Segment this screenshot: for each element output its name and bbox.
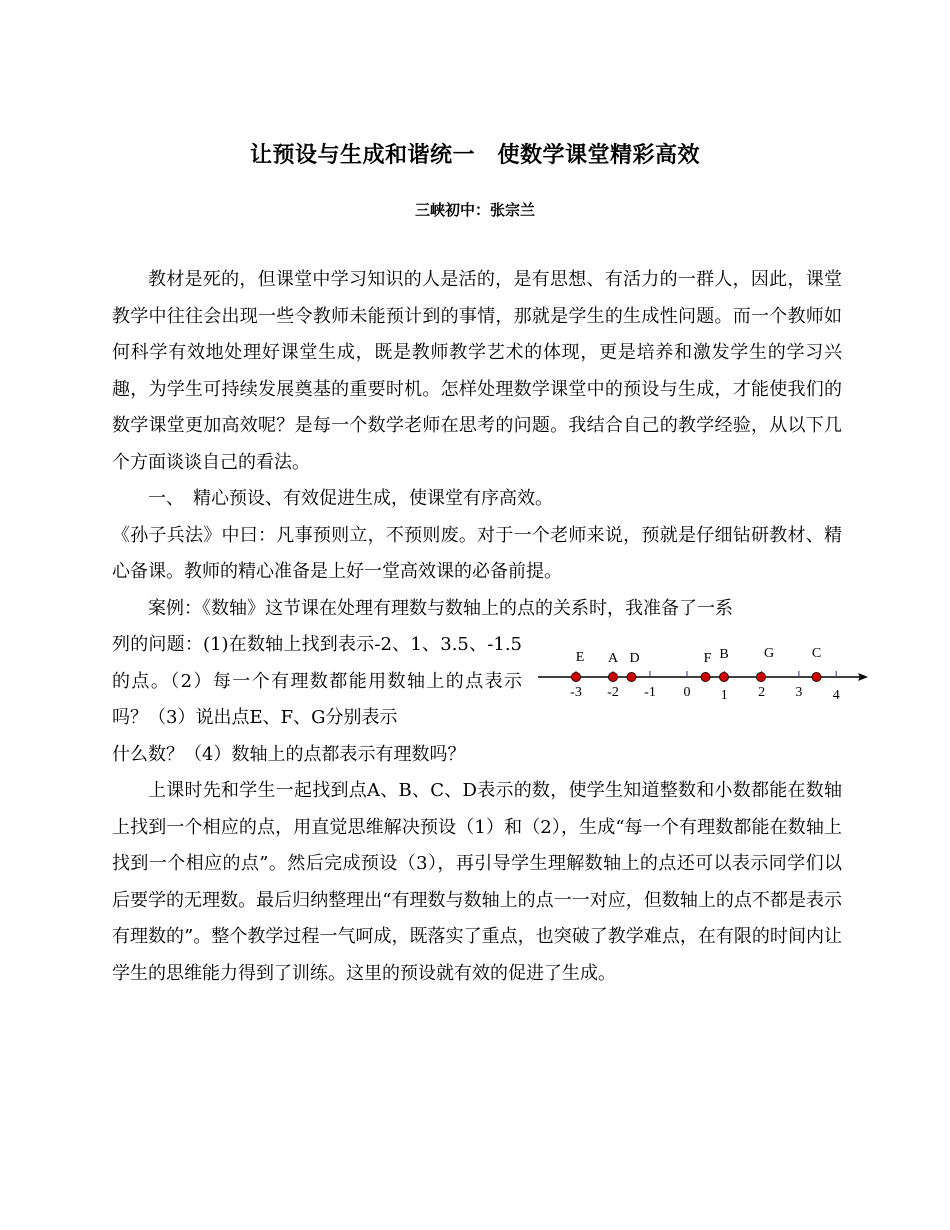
number-line-tick-label: 1 (720, 688, 728, 703)
document-title: 让预设与生成和谐统一 使数学课堂精彩高效 (249, 143, 700, 168)
number-line-point-label-b: B (719, 647, 729, 662)
number-line-figure (532, 627, 872, 707)
number-line-tick-label: 3 (795, 685, 803, 700)
number-line-tick-label: 2 (758, 685, 766, 700)
number-line-point-b (719, 672, 728, 681)
number-line-point-c (812, 672, 821, 681)
paragraph-intro: 教材是死的，但课堂中学习知识的人是活的，是有思想、有活力的一群人，因此，课堂教学中往往会出现一些令教师未能预计到的事情，那就是学生的生成性问题。而一个教师如何科学有效地处理好课堂生成，既是教师教学艺术的体现，更是培养和激发学生的学习兴趣，为学生可持续发展奠基的重要时机。怎样处理数学课堂中的预设与生成，才能使我们的数学课堂更加高效呢？是每一个数学老师在思考的问题。我结合自己的教学经验，从以下几个方面谈谈自己的看法。 (112, 269, 842, 473)
number-line-tick-label: 4 (832, 688, 840, 703)
number-line-tick-label: -3 (570, 685, 582, 700)
number-line-point-label-g: G (763, 646, 775, 661)
number-line-point-a (608, 672, 617, 681)
section-heading-1: 一、 精心预设、有效促进生成，使课堂有序高效。 (148, 488, 553, 509)
example-questions: 列的问题：(1)在数轴上找到表示-2、1、3.5、-1.5的点。（2）每一个有理数都能用数轴上的点表示吗？（3）说出点E、F、G分别表示 (112, 634, 522, 728)
example-block (112, 591, 842, 774)
number-line-point-e (571, 672, 580, 681)
number-line-point-f (701, 672, 710, 681)
document-body (112, 262, 842, 992)
paragraph-class-process: 上课时先和学生一起找到点A、B、C、D表示的数，使学生知道整数和小数都能在数轴上找到一个相应的点，用直觉思维解决预设（1）和（2），生成“每一个有理数都能在数轴上找到一个相应的点”。然后完成预设（3），再引导学生理解数轴上的点还可以表示同学们以后要学的无理数。最后归纳整理出“有理数与数轴上的点一一对应，但数轴上的点不都是表示有理数的”。整个教学过程一气呵成，既落实了重点，也突破了教学难点，在有限的时间内让学生的思维能力得到了训练。这里的预设就有效的促进了生成。 (112, 780, 842, 984)
number-line-point-label-a: A (607, 651, 619, 666)
example-intro-line: 案例：《数轴》这节课在处理有理数与数轴上的点的关系时，我准备了一系 (148, 597, 733, 619)
author-line: 三峡初中：张宗兰 (414, 201, 535, 219)
number-line-tick-label: 0 (683, 685, 691, 700)
number-line-point-label-e: E (575, 650, 585, 665)
number-line-point-d (627, 672, 636, 681)
number-line-point-label-c: C (811, 646, 822, 661)
number-line-point-g (756, 672, 765, 681)
number-line-tick-label: -2 (607, 685, 619, 700)
number-line-point-label-d: D (629, 651, 640, 666)
paragraph-sunzi-quote: 《孙子兵法》中曰：凡事预则立，不预则废。对于一个老师来说，预就是仔细钻研教材、精心备课。教师的精心准备是上好一堂高效课的必备前提。 (112, 524, 842, 582)
number-line-tick-label: -1 (644, 685, 656, 700)
example-wrap (112, 627, 842, 773)
number-line-point-label-f: F (703, 651, 712, 666)
example-last-question: 什么数？（4）数轴上的点都表示有理数吗？ (112, 743, 466, 765)
